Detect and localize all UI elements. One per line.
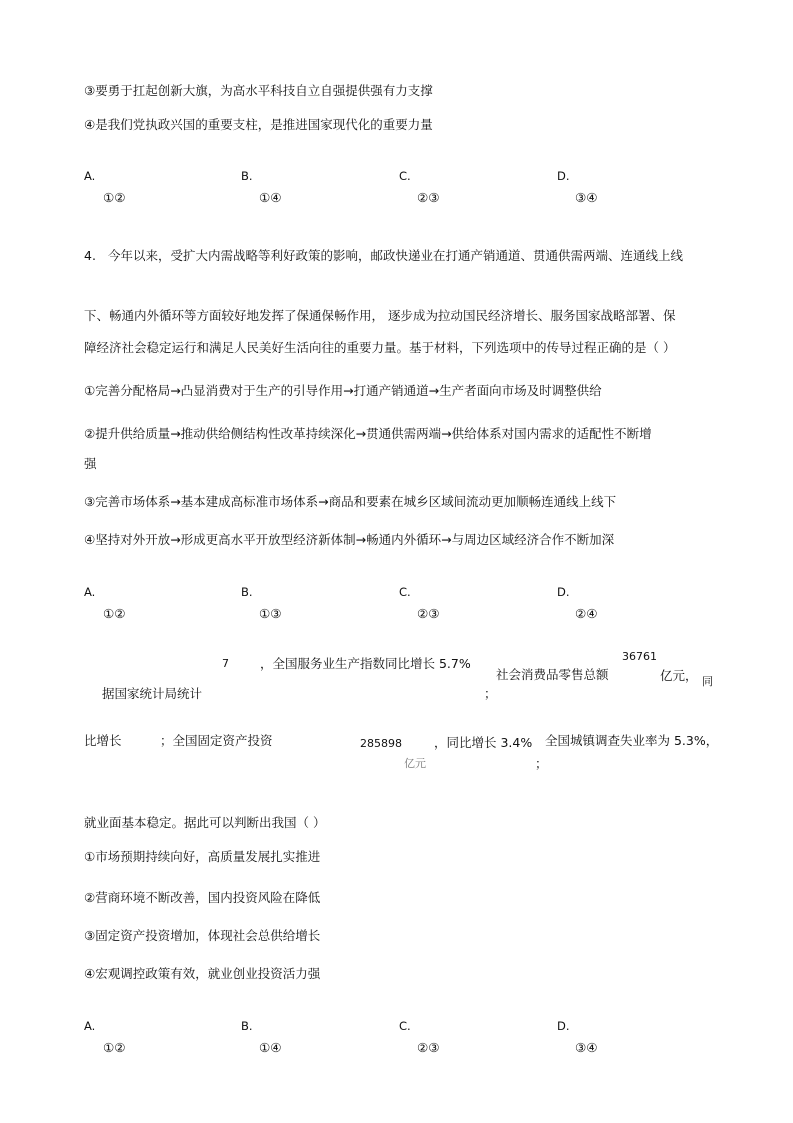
q4-stem-line-3: 障经济社会稳定运行和满足人民美好生活向往的重要力量。基于材料，下列选项中的传导过程正确的是（ ） [84, 340, 676, 355]
q5-statement-1: ①市场预期持续向好，高质量发展扎实推进 [84, 849, 321, 864]
q3-option-a-letter: A. [84, 169, 96, 183]
q5-option-d-value: ③④ [575, 1040, 598, 1055]
q4-option-a-letter: A. [84, 585, 96, 599]
q3-option-c-letter: C. [399, 169, 411, 183]
q5-stem-semicolon-1: ； [484, 686, 497, 701]
q4-number: 4. [84, 248, 96, 263]
q5-stem-investment-growth: ，同比增长 3.4% [434, 735, 533, 750]
q5-option-c-value: ②③ [417, 1040, 440, 1055]
q3-statement-4: ④是我们党执政兴国的重要支柱，是推进国家现代化的重要力量 [84, 117, 433, 132]
q4-statement-1: ①完善分配格局→凸显消费对于生产的引导作用→打通产销通道→生产者面向市场及时调整供给 [84, 383, 602, 398]
q4-option-b-value: ①③ [259, 606, 282, 621]
q5-stem-tong: 同 [702, 675, 713, 688]
q4-option-b-letter: B. [241, 585, 253, 599]
q3-option-b-letter: B. [241, 169, 253, 183]
q5-statement-4: ④宏观调控政策有效，就业创业投资活力强 [84, 966, 321, 981]
q5-stem-unemployment: 全国城镇调查失业率为 5.3%， [545, 733, 719, 748]
q5-stem-month: 7 [222, 657, 229, 670]
q5-stem-service-index: ，全国服务业生产指数同比增长 5.7% [260, 656, 471, 671]
q4-option-d-letter: D. [557, 585, 570, 599]
q3-option-b-value: ①④ [259, 190, 282, 205]
q5-stem-unit-2: 亿元 [404, 757, 426, 770]
q4-option-d-value: ②④ [575, 606, 598, 621]
q5-stem-unit-1: 亿元， [660, 668, 698, 683]
q5-option-d-letter: D. [557, 1019, 570, 1033]
q4-option-a-value: ①② [103, 606, 126, 621]
q5-option-c-letter: C. [399, 1019, 411, 1033]
q3-option-c-value: ②③ [417, 190, 440, 205]
q5-stem-retail-amount: 36761 [622, 650, 657, 663]
q3-option-a-value: ①② [103, 190, 126, 205]
q5-stem-source: 据国家统计局统计 [102, 686, 203, 701]
q5-stem-fixed-investment: ；全国固定资产投资 [160, 733, 273, 748]
q5-stem-investment-amount: 285898 [360, 737, 402, 750]
q4-statement-2-cont: 强 [84, 456, 97, 471]
q4-option-c-letter: C. [399, 585, 411, 599]
q5-option-a-value: ①② [103, 1040, 126, 1055]
q4-option-c-value: ②③ [417, 606, 440, 621]
q5-option-b-value: ①④ [259, 1040, 282, 1055]
q5-stem-retail-label: 社会消费品零售总额 [496, 667, 609, 682]
q4-statement-4: ④坚持对外开放→形成更高水平开放型经济新体制→畅通内外循环→与周边区域经济合作不断加深 [84, 532, 615, 547]
q3-statement-3: ③要勇于扛起创新大旗，为高水平科技自立自强提供强有力支撑 [84, 83, 433, 98]
q4-statement-2: ②提升供给质量→推动供给侧结构性改革持续深化→贯通供需两端→供给体系对国内需求的适配性不断增 [84, 426, 652, 441]
q5-stem-semicolon-2: ； [535, 756, 548, 771]
q5-option-b-letter: B. [241, 1019, 253, 1033]
q5-stem-question: 就业面基本稳定。据此可以判断出我国（ ） [84, 815, 326, 830]
q5-statement-2: ②营商环境不断改善，国内投资风险在降低 [84, 890, 321, 905]
q4-stem-line-2: 下、畅通内外循环等方面较好地发挥了保通保畅作用， 逐步成为拉动国民经济增长、服务国家战略部署、保 [84, 308, 676, 323]
q5-stem-growth-label: 比增长 [84, 733, 122, 748]
q3-option-d-letter: D. [557, 169, 570, 183]
q4-statement-3: ③完善市场体系→基本建成高标准市场体系→商品和要素在城乡区域间流动更加顺畅连通线上线下 [84, 494, 617, 509]
q3-option-d-value: ③④ [575, 190, 598, 205]
q5-statement-3: ③固定资产投资增加，体现社会总供给增长 [84, 928, 321, 943]
q5-option-a-letter: A. [84, 1019, 96, 1033]
q4-stem-line-1: 今年以来，受扩大内需战略等利好政策的影响，邮政快递业在打通产销通道、贯通供需两端、连通线上线 [108, 248, 684, 263]
